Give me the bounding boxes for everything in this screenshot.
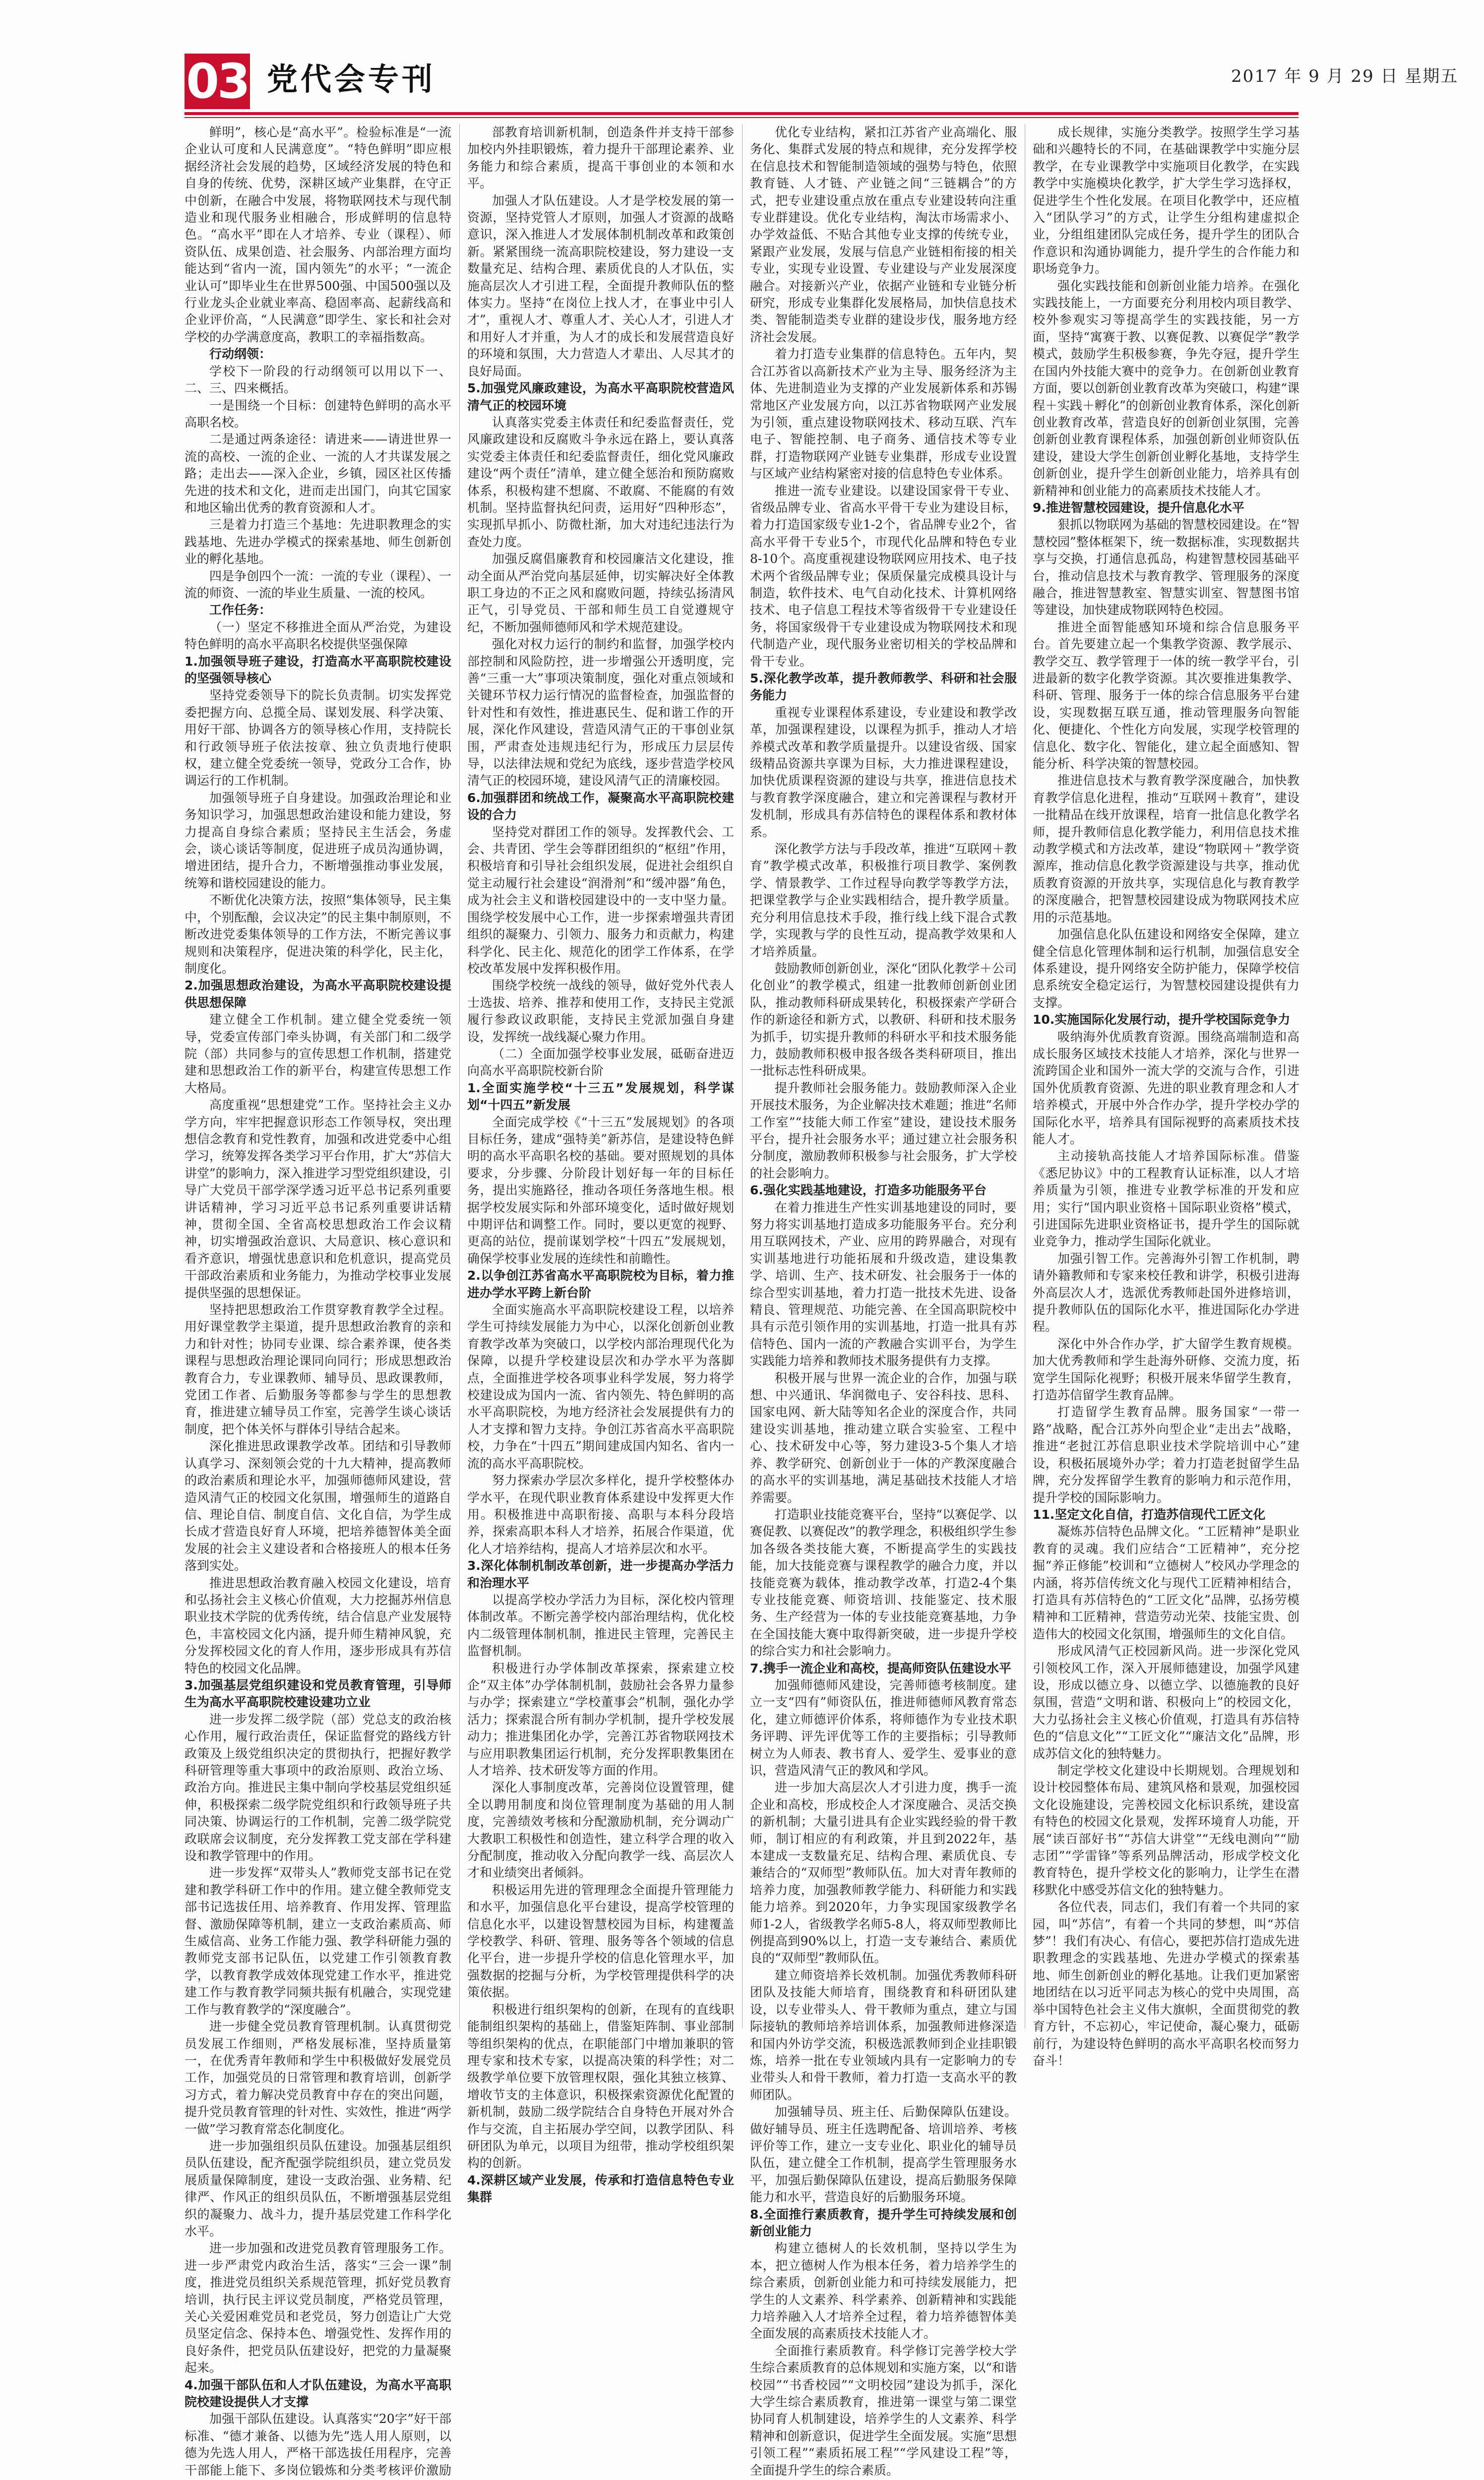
paragraph: 鼓励教师创新创业，深化“团队化教学＋公司化创业”的教学模式，组建一批教师创新创业团队，推动教师科研成果转化，积极探索产学研合作的新途径和新方式，以教研、科研和技术服务为抓手，切实提升教师的科研水平和技术服务能力，鼓励教师积极申报各级各类科研项目，推出一批标志性科研成果。 [750,961,1017,1078]
paragraph: 深化人事制度改革，完善岗位设置管理，健全以聘用制度和岗位管理制度为基础的用人制度，完善绩效考核和分配激励机制，充分调动广大教职工积极性和创造性，建立科学合理的收入分配制度，推动收入分配向教学一线、高层次人才和业绩突出者倾斜。 [467,1780,734,1880]
paragraph: 进一步加大高层次人才引进力度，携手一流企业和高校，形成校企人才深度融合、灵活交换的新机制；大量引进具有企业实践经验的骨干教师，制订相应的有利政策，并且到2022年，基本建成一支数量充足、结构合理、素质优良、专兼结合的“双师型”教师队伍。加大对青年教师的培养力度，加强教师教学能力、科研能力和实践能力培养。到2020年，力争实现国家级教学名师1-2人，省级教学名师5-8人，将双师型教师比例提高到90%以上，打造一支专兼结合、素质优良的“双师型”教师队伍。 [750,1780,1017,1966]
section-heading: 5.深化教学改革，提升教师教学、科研和社会服务能力 [750,671,1017,703]
paragraph: 建立健全工作机制。建立健全党委统一领导，党委宣传部门牵头协调，有关部门和二级学院（部）共同参与的宣传思想工作机制，搭建党建和思想政治工作的新平台，构建宣传思想工作大格局。 [185,1012,451,1095]
paragraph: 狠抓以物联网为基础的智慧校园建设。在“智慧校园”整体框架下，统一数据标准，实现数据共享与交换，打通信息孤岛，构建智慧校园基础平台，推动信息技术与教育教学、管理服务的深度融合，推进智慧教室、智慧实训室、智慧图书馆等建设，加快建成物联网特色校园。 [1033,517,1299,618]
paragraph: 坚持党对群团工作的领导。发挥教代会、工会、共青团、学生会等群团组织的“枢纽”作用，积极培育和引导社会组织发展，促进社会组织自觉主动履行社会建设“润滑剂”和“缓冲器”角色，成为社会主义和谐校园建设中的一支中坚力量。围绕学校发展中心工作，进一步探索增强共青团组织的凝聚力、引领力、服务力和贡献力，构建科学化、民主化、规范化的团学工作体系，在学校改革发展中发挥积极作用。 [467,824,734,976]
column-divider [459,124,460,2029]
paragraph: 凝炼苏信特色品牌文化。“工匠精神”是职业教育的灵魂。我们应结合“工匠精神”，充分挖掘“养正修能”校训和“立德树人”校风办学理念的内涵，将苏信传统文化与现代工匠精神相结合，打造具有苏信特色的“工匠文化”品牌，弘扬劳模精神和工匠精神，营造劳动光荣、技能宝贵、创造伟大的校园文化氛围，增强师生的文化自信。 [1033,1524,1299,1641]
paragraph: 三是着力打造三个基地：先进职教理念的实践基地、先进办学模式的探索基地、师生创新创业的孵化基地。 [185,517,451,566]
paragraph: 推进一流专业建设。以建设国家骨干专业、省级品牌专业、省高水平骨干专业为建设目标，着力打造国家级专业1-2个，省品牌专业2个，省高水平骨干专业5个，市现代化品牌和特色专业8-10个。高度重视建设物联网应用技术、电子技术两个省级品牌专业；保质保量完成模具设计与制造，软件技术、电气自动化技术、计算机网络技术、电子信息工程技术等省级骨干专业建设任务，将国家级骨干专业建设成为物联网技术和现代制造产业，现代服务业密切相关的学校品牌和骨干专业。 [750,483,1017,669]
paragraph: 一是围绕一个目标：创建特色鲜明的高水平高职名校。 [185,398,451,430]
paragraph: 进一步发挥“双带头人”教师党支部书记在党建和教学科研工作中的作用。建立健全教师党支部书记选拔任用、培养教育、作用发挥、管理监督、激励保障等机制，建立一支政治素质高、师生威信高、业务工作能力强、教学科研能力强的教师党支部书记队伍，以党建工作引领教育教学，以教育教学成效体现党建工作水平，推进党建工作与教育教学同频共振有机融合，实现党建工作与教育教学的“深度融合”。 [185,1865,451,2017]
paragraph: 部教育培训新机制，创造条件并支持干部参加校内外挂职锻炼，着力提升干部理论素养、业务能力和综合素质，提高干事创业的本领和水平。 [467,125,734,191]
paragraph: 打造留学生教育品牌。服务国家“一带一路”战略，配合江苏外向型企业“走出去”战略，推进“老挝江苏信息职业技术学院培训中心”建设，积极拓展境外办学；着力打造老挝留学生品牌，充分发挥留学生教育的影响力和示范作用，提升学校的国际影响力。 [1033,1405,1299,1505]
paragraph: 推进信息技术与教育教学深度融合，加快教育教学信息化进程，推动“互联网＋教育”，建设一批精品在线开放课程，培育一批信息化教学名师，提升教师信息化教学能力，利用信息技术推动教学模式和方法改革，建设“物联网＋”教学资源库，推动信息化教学资源建设与共享，推动优质教育资源的开放共享，实现信息化与教育教学的深度融合，把智慧校园建设成为物联网技术应用的示范基地。 [1033,773,1299,925]
paragraph: 坚持党委领导下的院长负责制。切实发挥党委把握方向、总揽全局、谋划发展、科学决策、用好干部、协调各方的领导核心作用，支持院长和行政领导班子依法按章、独立负责地行使职权，建立健全党委统一领导，党政分工合作，协调运行的工作机制。 [185,688,451,788]
paragraph: 建立师资培养长效机制。加强优秀教师科研团队及技能大师培育，围绕教育和科研团队建设，以专业带头人、骨干教师为重点，建立与国际接轨的教师培养培训体系，加强教师进修深造和国内外访学交流，积极选派教师到企业挂职锻炼，培养一批在专业领域内具有一定影响力的专业带头人和骨干教师，着力打造一支高水平的教师团队。 [750,1968,1017,2102]
paragraph: 加强领导班子自身建设。加强政治理论和业务知识学习，加强思想政治建设和能力建设，努力提高自身综合素质；坚持民主生活会，务虚会，谈心谈话等制度，促进班子成员沟通协调，增进团结，提升合力，不断增强推动事业发展，统筹和谐校园建设的能力。 [185,790,451,890]
text-column-3 [750,124,1017,2478]
text-column-2 [467,124,734,2205]
section-heading: 2.加强思想政治建设，为高水平高职院校建设提供思想保障 [185,978,451,1010]
header-rule-thin [185,117,1298,118]
page-number: 03 [185,54,250,109]
paragraph: 主动接轨高技能人才培养国际标准。借鉴《悉尼协议》中的工程教育认证标准，以人才培养质量为引领，推进专业教学标准的开发和应用；实行“国内职业资格＋国际职业资格”模式，引进国际先进职业资格证书，提升学生的国际就业竞争力，推动学生国际化就业。 [1033,1149,1299,1249]
paragraph: 提升教师社会服务能力。鼓励教师深入企业开展技术服务，为企业解决技术难题；推进“名师工作室”“技能大师工作室”建设，建设技术服务平台，提升社会服务水平；通过建立社会服务积分制度，激励教师积极参与社会服务，扩大学校的社会影响力。 [750,1080,1017,1180]
text-column-1 [185,124,451,2478]
paragraph: 全面完成学校《“十三五”发展规划》的各项目标任务，建成“强特美”新苏信，是建设特色鲜明的高水平高职名校的基础。要对照规划的具体要求，分步骤、分阶段计划好每一年的目标任务，提出实施路径，推动各项任务落地生根。根据学校发展实际和外部环境变化，适时做好规划中期评估和调整工作。同时，要以更宽的视野、更高的站位，提前谋划学校“十四五”发展规划，确保学校事业发展的连续性和前瞻性。 [467,1115,734,1266]
text-column-4 [1033,124,1299,2068]
paragraph: 深化推进思政课教学改革。团结和引导教师认真学习、深刻领会党的十九大精神，提高教师的政治素质和理论水平，加强师德师风建设，营造风清气正的校园文化氛围，增强师生的道路自信、理论自信、制度自信、文化自信，为学生成长成才营造良好育人环境，把培养德智体美全面发展的社会主义建设者和合格接班人的根本任务落到实处。 [185,1439,451,1573]
paragraph: 加强干部队伍建设。认真落实“20字”好干部标准、“德才兼备、以德为先”选人用人原则，以德为先选人用人，严格干部选拔任用程序，完善干部能上能下、多岗位锻炼和分类考核评价激励 [185,2412,451,2478]
paragraph: （一）坚定不移推进全面从严治党，为建设特色鲜明的高水平高职名校提供坚强保障 [185,620,451,652]
paragraph: 着力打造专业集群的信息特色。五年内，契合江苏省以高新技术产业为主导、服务经济为主体、先进制造业为支撑的产业发展新体系和苏锡常地区产业发展方向，以江苏省物联网产业发展为引领，重点建设物联网技术、移动互联、汽车电子、智能控制、电子商务、通信技术等专业群，打造物联网产业链专业集群，形成专业设置与区域产业结构紧密对接的信息特色专业体系。 [750,347,1017,481]
paragraph: 制定学校文化建设中长期规划。合理规划和设计校园整体布局、建筑风格和景观，加强校园文化设施建设，完善校园文化标识系统，建设富有特色的校园文化景观，发挥环境育人功能，开展“读百部好书”“苏信大讲堂”“无线电测向”“励志团”“学雷锋”等系列品牌活动，形成学校文化教育特色，提升学校文化的影响力，让学生在潜移默化中感受苏信文化的独特魅力。 [1033,1763,1299,1897]
paragraph: 深化教学方法与手段改革，推进“互联网＋教育”教学模式改革，积极推行项目教学、案例教学、情景教学、工作过程导向教学等教学方法，把课堂教学与企业实践相结合，提升教学质量。充分利用信息技术手段，推行线上线下混合式教学，实现教与学的良性互动，提高教学效果和人才培养质量。 [750,842,1017,959]
paragraph: 优化专业结构，紧扣江苏省产业高端化、服务化、集群式发展的特点和规律，充分发挥学校在信息技术和智能制造领域的强势与特色，依照教育链、人才链、产业链之间“三链耦合”的方式，把专业建设重点放在重点专业建设转向注重专业群建设。优化专业结构，淘汰市场需求小、办学效益低、不贴合其他专业支撑的传统专业，紧跟产业发展，发展与信息产业链相衔接的相关专业，实现专业设置、专业建设与产业发展深度融合。对接新兴产业，依据产业链和专业链分析研究，形成专业集群化发展格局，加快信息技术类、智能制造类专业群的建设步伐，服务地方经济社会发展。 [750,125,1017,344]
paragraph: 全面实施高水平高职院校建设工程，以培养学生可持续发展能力为中心，以深化创新创业教育教学改革为突破口，以学校内部治理现代化为保障，以提升学校建设层次和办学水平为落脚点，全面推进学校各项事业科学发展，努力将学校建设成为国内一流、省内领先、特色鲜明的高水平高职院校，为地方经济社会发展提供有力的人才支撑和智力支持。争创江苏省高水平高职院校，力争在“十四五”期间建成国内知名、省内一流的高水平高职院校。 [467,1302,734,1471]
paragraph: 努力探索办学层次多样化，提升学校整体办学水平，在现代职业教育体系建设中发挥更大作用。积极推进中高职衔接、高职与本科分段培养，探索高职本科人才培养，拓展合作渠道，优化人才培养结构，提高人才培养层次和水平。 [467,1473,734,1556]
paragraph: 坚持把思想政治工作贯穿教育教学全过程。用好课堂教学主渠道，提升思想政治教育的亲和力和针对性；协同专业课、综合素养课，使各类课程与思想政治理论课同向同行；形成思想政治教育合力，专业课教师、辅导员、思政课教师，党团工作者、后勤服务等都参与学生的思想教育，推进建立辅导员工作室，完善学生谈心谈话制度，把个体关怀与群体引导结合起来。 [185,1302,451,1436]
paragraph: 进一步加强和改进党员教育管理服务工作。进一步严肃党内政治生活，落实“三会一课”制度，推进党员组织关系规范管理，抓好党员教育培训，执行民主评议党员制度，严格党员管理，关心关爱困难党员和老党员，努力创造让广大党员坚定信念、保持本色、增强党性、发挥作用的良好条件，把党员队伍建设好，把党的力量凝聚起来。 [185,2241,451,2375]
section-heading: 9.推进智慧校园建设，提升信息化水平 [1033,500,1244,515]
paragraph: 加强引智工作。完善海外引智工作机制，聘请外籍教师和专家来校任教和讲学，积极引进海外高层次人才，选派优秀教师赴国外进修培训，提升教师队伍的国际化水平，推进国际化办学进程。 [1033,1251,1299,1334]
paragraph: 推进思想政治教育融入校园文化建设，培育和弘扬社会主义核心价值观，大力挖掘苏州信息职业技术学院的优秀传统，结合信息产业发展特色，丰富校园文化内涵，提升师生精神风貌，充分发挥校园文化的育人作用，逐步形成具有苏信特色的校园文化品牌。 [185,1575,451,1675]
paragraph: 全面推行素质教育。科学修订完善学校大学生综合素质教育的总体规划和实施方案，以“和谐校园”“书香校园”“文明校园”建设为抓手，深化大学生综合素质教育，推进第一课堂与第二课堂协同育人机制建设，培养学生的人文素养、科学精神和创新意识，促进学生全面发展。实施“思想引领工程”“素质拓展工程”“学风建设工程”等，全面提升学生的综合素质。 [750,2343,1017,2478]
paragraph: 积极运用先进的管理理念全面提升管理能力和水平，加强信息化平台建设，提高学校管理的信息化水平，以建设智慧校园为目标，构建覆盖学校教学、科研、管理、服务等各个领域的信息化平台，进一步提升学校的信息化管理水平，加强数据的挖掘与分析，为学校管理提供科学的决策依据。 [467,1882,734,2000]
section-heading: 1.加强领导班子建设，打造高水平高职院校建设的坚强领导核心 [185,654,451,685]
paragraph: 强化对权力运行的制约和监督，加强学校内部控制和风险防控，进一步增强公开透明度，完善“三重一大”事项决策制度，强化对重点领域和关键环节权力运行情况的监督检查，加强监督的针对性和有效性，推进惠民生、促和谐工作的开展，深化作风建设，营造风清气正的干事创业氛围，严肃查处违规违纪行为，形成压力层层传导，以法律法规和党纪为底线，逐步营造学校风清气正的校园环境，建设风清气正的清廉校园。 [467,637,734,788]
paragraph: 成长规律，实施分类教学。按照学生学习基础和兴趣特长的不同，在基础课教学中实施分层教学，在专业课教学中实施项目化教学，在实践教学中实施模块化教学，扩大学生学习选择权，促进学生个性化发展。在项目化教学中，还应植入“团队学习”的方式，让学生分组构建虚拟企业，分组组建团队完成任务，提升学生的团队合作意识和沟通协调能力，提升学生的合作能力和职场竞争力。 [1033,125,1299,276]
paragraph: 加强人才队伍建设。人才是学校发展的第一资源，坚持党管人才原则，加强人才资源的战略意识，深入推进人才发展体制机制改革和政策创新。紧紧围绕一流高职院校建设，努力建设一支数量充足、结构合理、素质优良的人才队伍，实施高层次人才引进工程，全面提升教师队伍的整体实力。坚持“在岗位上找人才，在事业中引人才”，重视人才、尊重人才、关心人才，引进人才和用好人才并重，为人才的成长和发展营造良好的环境和氛围，大力营造人才辈出、人尽其才的良好局面。 [467,193,734,378]
section-heading: 1.全面实施学校“十三五”发展规划，科学谋划“十四五”新发展 [467,1080,734,1113]
paragraph: 进一步健全党员教育管理机制。认真贯彻党员发展工作细则，严格发展标准，坚持质量第一，在优秀青年教师和学生中积极做好发展党员工作，加强党员的日常管理和教育培训，创新学习方式，着力解决党员教育中存在的突出问题，提升党员教育管理的针对性、实效性，推进“两学一做”学习教育常态化制度化。 [185,2019,451,2136]
section-heading: 4.深耕区域产业发展，传承和打造信息特色专业集群 [467,2172,734,2205]
paragraph: 积极开展与世界一流企业的合作，加强与联想、中兴通讯、华润微电子、安谷科技、思科、国家电网、新大陆等知名企业的深度合作，共同建设实训基地，推动建立联合实验室、工程中心、技术研发中心等，努力建设3-5个集人才培养、教学研究、创新创业于一体的产教深度融合的高水平的实训基地，满足基础技术技能人才培养需要。 [750,1370,1017,1505]
paragraph: 加强信息化队伍建设和网络安全保障，建立健全信息化管理体制和运行机制，加强信息安全体系建设，提升网络安全防护能力，保障学校信息系统安全稳定运行，为智慧校园建设提供有力支撑。 [1033,927,1299,1010]
paragraph: 推进全面智能感知环境和综合信息服务平台。首先要建立起一个集教学资源、教学展示、教学交互、教学管理于一体的统一教学平台，引进最新的数字化教学资源。其次要推进集教学、科研、管理、服务于一体的综合信息服务平台建设，实现数据互联互通，推动管理服务向智能化、便捷化、个性化方向发展，实现学校管理的信息化、数字化、智能化，建立起全面感知、智能分析、科学决策的智慧校园。 [1033,620,1299,771]
issue-date: 2017 年 9 月 29 日 星期五 [1231,66,1459,86]
masthead [0,0,1484,119]
paragraph: 二是通过两条途径：请进来——请进世界一流的高校、一流的企业、一流的人才共谋发展之路；走出去——深入企业，乡镇，园区社区传播先进的技术和文化，进而走出国门，向其它国家和地区输出优秀的教育资源和人才。 [185,432,451,515]
paragraph: 强化实践技能和创新创业能力培养。在强化实践技能上，一方面要充分利用校内项目教学、校外参观实习等提高学生的实践技能，另一方面，坚持“寓赛于教、以赛促教、以赛促学”教学模式，鼓励学生积极参赛，争先夺冠，提升学生在国内外技能大赛中的竞争力。在创新创业教育方面，要以创新创业教育改革为突破口，构建“课程＋实践＋孵化”的创新创业教育体系，深化创新创业教育改革，营造良好的创新创业氛围，完善创新创业教育课程体系，加强创新创业师资队伍建设，建设大学生创新创业孵化基地，支持学生创新创业，提升学生创新创业能力，培养具有创新精神和创业能力的高素质技术技能人才。 [1033,278,1299,498]
paragraph: 构建立德树人的长效机制，坚持以学生为本，把立德树人作为根本任务，着力培养学生的综合素质，创新创业能力和可持续发展能力，把学生的人文素养、科学素养、创新精神和实践能力培养融入人才培养全过程，着力培养德智体美全面发展的高素质技术技能人才。 [750,2241,1017,2341]
paragraph: 围绕学校统一战线的领导，做好党外代表人士选拔、培养、推荐和使用工作，支持民主党派履行参政议政职能，支持民主党派加强自身建设，发挥统一战线凝心聚力作用。 [467,978,734,1044]
section-heading: 11.坚定文化自信，打造苏信现代工匠文化 [1033,1507,1266,1522]
section-title: 党代会专刊 [267,61,436,97]
paragraph: 不断优化决策方法，按照“集体领导，民主集中，个别酝酿，会议决定”的民主集中制原则，不断改进党委集体领导的工作方法，不断完善议事规则和决策程序，促进决策的科学化，民主化，制度化。 [185,893,451,976]
paragraph: 积极进行办学体制改革探索，探索建立校企“双主体”办学体制机制，鼓励社会各界力量参与办学；探索建立“学校董事会”机制，强化办学活力；探索混合所有制办学机制，提升学校发展动力；推进集团化办学，完善江苏省物联网技术与应用职教集团运行机制，充分发挥职教集团在人才培养、技术研发等方面的作用。 [467,1661,734,1778]
paragraph: 加强反腐倡廉教育和校园廉洁文化建设，推动全面从严治党向基层延伸，切实解决好全体教职工身边的不正之风和腐败问题，持续弘扬清风正气，引导党员、干部和师生员工自觉遵规守纪，不断加强师德师风和学术规范建设。 [467,552,734,634]
paragraph: 积极进行组织架构的创新，在现有的直线职能制组织架构的基础上，借鉴矩阵制、事业部制等组织架构的优点，在职能部门中增加兼职的管理专家和技术专家，以提高决策的科学性；对二级教学单位要下放管理权限，强化其独立核算、增收节支的主体意识，积极探索资源优化配置的新机制，鼓励二级学院结合自身特色开展对外合作与交流，自主拓展办学空间，以教学团队、科研团队为单元，以项目为纽带，推动学校组织架构的创新。 [467,2002,734,2170]
section-heading: 3.加强基层党组织建设和党员教育管理，引导师生为高水平高职院校建设建功立业 [185,1677,451,1710]
paragraph: 进一步加强组织员队伍建设。加强基层组织员队伍建设，配齐配强学院组织员，建立党员发展质量保障制度，建设一支政治强、业务精、纪律严、作风正的组织员队伍，不断增强基层党组织的凝聚力、战斗力，提升基层党建工作科学化水平。 [185,2138,451,2238]
paragraph: 以提高学校办学活力为目标，深化校内管理体制改革。不断完善学校内部治理结构，优化校内二级管理体制机制，推进民主管理，完善民主监督机制。 [467,1592,734,1659]
paragraph: 加强辅导员、班主任、后勤保障队伍建设。做好辅导员、班主任选聘配备、培训培养、考核评价等工作，建立一支专业化、职业化的辅导员队伍，建立健全工作机制，提高学生管理服务水平，加强后勤保障队伍建设，提高后勤服务保障能力和水平，营造良好的后勤服务环境。 [750,2105,1017,2205]
paragraph: 鲜明”，核心是“高水平”。检验标准是“一流企业认可度和人民满意度”。“特色鲜明”即应根据经济社会发展的趋势，区域经济发展的特色和自身的传统、优势，深耕区域产业集群，在守正中创新，在融合中发展，将物联网技术与现代制造业和现代服务业相融合，形成鲜明的信息特色。“高水平”即在人才培养、专业（课程）、师资队伍、成果创造、社会服务、内部治理方面均能达到“省内一流，国内领先”的水平；“一流企业认可”即毕业生在世界500强、中国500强以及行业龙头企业就业率高、稳固率高、起薪线高和企业评价高，“人民满意”即学生、家长和社会对学校的办学满意度高，教职工的幸福指数高。 [185,125,451,344]
article-body [185,124,1299,2478]
lead-label: 行动纲领： [209,347,272,362]
header-rule [185,112,1298,115]
lead-label: 工作任务： [209,603,272,618]
section-heading: 4.加强干部队伍和人才队伍建设，为高水平高职院校建设提供人才支撑 [185,2377,451,2410]
section-heading: 10.实施国际化发展行动，提升学校国际竞争力 [1033,1012,1291,1027]
section-heading: 2.以争创江苏省高水平高职院校为目标，着力推进办学水平跨上新台阶 [467,1268,734,1300]
paragraph: 吸纳海外优质教育资源。围绕高端制造和高成长服务区域技术技能人才培养，深化与世界一流跨国企业和国外一流大学的交流与合作，引进国外优质教育资源、先进的职业教育理念和人才培养模式，开展中外合作办学，提升学校办学的国际化水平，培养具有国际视野的高素质技术技能人才。 [1033,1029,1299,1146]
paragraph: 深化中外合作办学，扩大留学生教育规模。加大优秀教师和学生赴海外研修、交流力度，拓宽学生国际化视野；积极开展来华留学生教育，打造苏信留学生教育品牌。 [1033,1336,1299,1403]
section-heading: 3.深化体制机制改革创新，进一步提高办学活力和治理水平 [467,1558,734,1590]
paragraph: 加强师德师风建设，完善师德考核制度。建立一支“四有”师资队伍，推进师德师风教育常态化，建立师德评价体系，将师德作为专业技术职务评聘、评先评优等工作的主要指标；引导教师树立为人师表、教书育人、爱学生、爱事业的意识，营造风清气正的教风和学风。 [750,1677,1017,1778]
section-heading: 5.加强党风廉政建设，为高水平高职院校营造风清气正的校园环境 [467,381,734,413]
paragraph: 在着力推进生产性实训基地建设的同时，要努力将实训基地打造成多功能服务平台。充分利用互联网技术，产业、应用的跨界融合，对现有实训基地进行功能拓展和升级改造，建设集教学、培训、生产、技术研发、社会服务于一体的综合型实训基地，着力打造一批技术先进、设备精良、管理规范、功能完善、在全国高职院校中具有示范引领作用的实训基地，打造一批具有苏信特色、国内一流的产教融合实训平台，为学生实践能力培养和教师技术服务提供有力支撑。 [750,1200,1017,1368]
section-heading: 6.加强群团和统战工作，凝聚高水平高职院校建设的合力 [467,790,734,822]
paragraph: 打造职业技能竞赛平台，坚持“以赛促学、以赛促教、以赛促改”的教学理念，积极组织学生参加各级各类技能大赛，不断提高学生的实践技能，加大技能竞赛与课程教学的融合力度，并以技能竞赛为载体，推动教学改革，打造2-4个集专业技能竞赛、师资培训、技能鉴定、技术服务、生产经营为一体的专业技能竞赛基地，力争在全国技能大赛中取得新突破，进一步提升学校的综合实力和社会影响力。 [750,1507,1017,1659]
section-heading: 8.全面推行素质教育，提升学生可持续发展和创新创业能力 [750,2207,1017,2238]
paragraph: 学校下一阶段的行动纲领可以用以下一、二、三、四来概括。 [185,364,451,396]
paragraph: 重视专业课程体系建设，专业建设和教学改革，加强课程建设，以课程为抓手，推动人才培养模式改革和教学质量提升。以建设省级、国家级精品资源共享课为目标，大力推进课程建设，加快优质课程资源的建设与共享，推进信息技术与教育教学深度融合，建立和完善课程与教材开发机制，形成具有苏信特色的课程体系和教材体系。 [750,705,1017,839]
paragraph: 各位代表，同志们，我们有着一个共同的家园，叫“苏信”，有着一个共同的梦想，叫“苏信梦”！我们有决心、有信心，要把苏信打造成先进职教理念的实践基地、先进办学模式的探索基地、师生创新创业的孵化基地。让我们更加紧密地团结在以习近平同志为核心的党中央周围，高举中国特色社会主义伟大旗帜，全面贯彻党的教育方针，不忘初心，牢记使命，凝心聚力，砥砺前行，为建设特色鲜明的高水平高职名校而努力奋斗！ [1033,1900,1299,2068]
paragraph: （二）全面加强学校事业发展，砥砺奋进迈向高水平高职院校新台阶 [467,1046,734,1078]
paragraph: 认真落实党委主体责任和纪委监督责任，党风廉政建设和反腐败斗争永远在路上，要认真落实党委主体责任和纪委监督责任，细化党风廉政建设“两个责任”清单，建立健全惩治和预防腐败体系，积极构建不想腐、不敢腐、不能腐的有效机制。坚持监督执纪问责，运用好“四种形态”，实现抓早抓小、防微杜渐，加大对违纪违法行为查处力度。 [467,415,734,549]
paragraph: 进一步发挥二级学院（部）党总支的政治核心作用，履行政治责任，保证监督党的路线方针政策及上级党组织决定的贯彻执行，把握好教学科研管理等重大事项中的政治原则、政治立场、政治方向。推进民主集中制向学校基层党组织延伸，积极探索二级学院党组织和行政领导班子共同决策、协调运行的工作机制，完善二级学院党政联席会议制度，充分发挥教工党支部在学科建设和教学管理中的作用。 [185,1712,451,1863]
section-heading: 6.强化实践基地建设，打造多功能服务平台 [750,1183,987,1198]
paragraph: 高度重视“思想建党”工作。坚持社会主义办学方向，牢牢把握意识形态工作领导权，突出理想信念教育和党性教育，加强和改进党委中心组学习，统筹发挥各类学习平台作用，扩大“苏信大讲堂”的影响力，深入推进学习型党组织建设，引导广大党员干部学深学透习近平总书记系列重要讲话精神，学习习近平总书记系列重要讲话精神，贯彻全国、全省高校思想政治工作会议精神，切实增强政治意识、大局意识、核心意识和看齐意识，增强忧患意识和危机意识，提高党员干部政治素质和业务能力，为推动学校事业发展提供坚强的思想保证。 [185,1098,451,1300]
paragraph: 形成风清气正校园新风尚。进一步深化党风引领校风工作，深入开展师德建设，加强学风建设，形成以德立身、以德立学、以德施教的良好氛围，营造“文明和谐、积极向上”的校园文化，大力弘扬社会主义核心价值观，打造具有苏信特色的“信息文化”“工匠文化”“廉洁文化”品牌，形成苏信文化的独特魅力。 [1033,1644,1299,1761]
paragraph: 四是争创四个一流：一流的专业（课程）、一流的师资、一流的毕业生质量、一流的校风。 [185,568,451,600]
section-heading: 7.携手一流企业和高校，提高师资队伍建设水平 [750,1661,1011,1675]
